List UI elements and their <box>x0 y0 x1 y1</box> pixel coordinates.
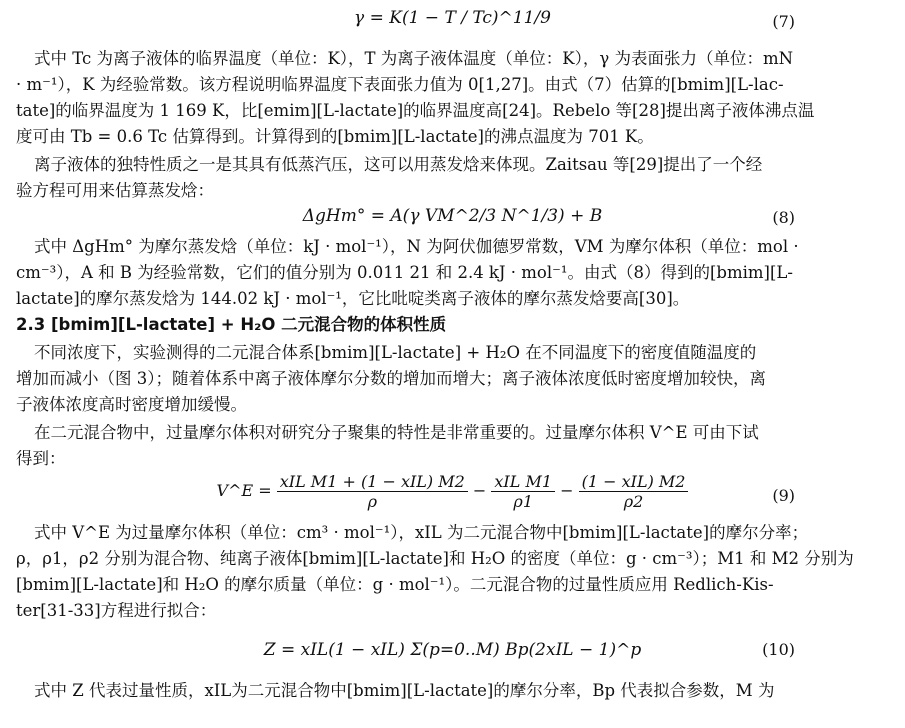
eq9-f3-denominator: ρ2 <box>623 492 644 511</box>
eq9-fraction-1 <box>277 472 468 511</box>
paragraph-line: 式中 ΔgHm° 为摩尔蒸发焓（单位：kJ · mol⁻¹），N 为阿伏伽德罗常数，VM 为摩尔体积（单位：mol · <box>34 237 799 256</box>
paragraph-line: 得到： <box>16 449 66 468</box>
paragraph-line: 式中 V^E 为过量摩尔体积（单位：cm³ · mol⁻¹），xIL 为二元混合物中[bmim][L-lactate]的摩尔分率； <box>34 523 809 542</box>
paragraph-line: 验方程可用来估算蒸发焓： <box>16 181 214 200</box>
eq9-fraction-2 <box>491 472 555 511</box>
eq9-f2-denominator: ρ1 <box>513 492 534 511</box>
section-heading: 2.3 [bmim][L-lactate] + H₂O 二元混合物的体积性质 <box>16 315 447 334</box>
paragraph-line: 离子液体的独特性质之一是其具有低蒸汽压，这可以用蒸发焓来体现。Zaitsau 等[29]提出了一个经 <box>34 155 763 174</box>
equation-9: V^E = $\frac{\text{xIL M1 + (1 − xIL) M2}}{\rho}$ − $\frac{\text{xIL M1}}{\rho 1}$ − $\frac{\text{(1 − xIL) M2}}{\rho 2}$ <box>0 472 905 511</box>
paragraph-line: lactate]的摩尔蒸发焓为 144.02 kJ · mol⁻¹，它比吡啶类离子液体的摩尔蒸发焓要高[30]。 <box>16 289 690 308</box>
paragraph-line: ρ，ρ1，ρ2 分别为混合物、纯离子液体[bmim][L-lactate]和 H₂O 的密度（单位：g · cm⁻³）；M1 和 M2 分别为 <box>16 549 854 568</box>
equation-9-number: (9) <box>772 486 795 505</box>
eq9-f1-numerator: xIL M1 + (1 − xIL) M2 <box>277 472 468 492</box>
paragraph-line: ter[31-33]方程进行拟合： <box>16 601 217 620</box>
paragraph-line: 式中 Tc 为离子液体的临界温度（单位：K），T 为离子液体温度（单位：K），γ 为表面张力（单位：mN <box>34 49 794 68</box>
paragraph-line: 子液体浓度高时密度增加缓慢。 <box>16 395 247 414</box>
eq9-f1-denominator: ρ <box>367 492 377 511</box>
equation-7: γ = K(1 − T / Tc)^11/9 <box>354 8 551 28</box>
eq9-lhs: V^E = <box>216 481 272 500</box>
paragraph-line: 增加而减小（图 3）；随着体系中离子液体摩尔分数的增加而增大；离子液体浓度低时密度增加较快，离 <box>16 369 766 388</box>
paragraph-line: · m⁻¹），K 为经验常数。该方程说明临界温度下表面张力值为 0[1,27]。由式（7）估算的[bmim][L-lac- <box>16 75 784 94</box>
paragraph-line: 在二元混合物中，过量摩尔体积对研究分子聚集的特性是非常重要的。过量摩尔体积 V^E 可由下试 <box>34 423 759 442</box>
paragraph-line: 式中 Z 代表过量性质，xIL为二元混合物中[bmim][L-lactate]的摩尔分率，Bp 代表拟合参数，M 为 <box>34 681 775 700</box>
equation-10: Z = xIL(1 − xIL) Σ(p=0..M) Bp(2xIL − 1)^p <box>263 640 642 660</box>
paragraph-line: tate]的临界温度为 1 169 K，比[emim][L-lactate]的临界温度高[24]。Rebelo 等[28]提出离子液体沸点温 <box>16 101 815 120</box>
eq9-f3-numerator: (1 − xIL) M2 <box>579 472 689 492</box>
paragraph-line: 不同浓度下，实验测得的二元混合体系[bmim][L-lactate] + H₂O 在不同温度下的密度值随温度的 <box>34 343 757 362</box>
paragraph-line: 度可由 Tb = 0.6 Tc 估算得到。计算得到的[bmim][L-lactate]的沸点温度为 701 K。 <box>16 127 654 146</box>
eq9-fraction-3 <box>579 472 689 511</box>
equation-7-number: (7) <box>772 12 795 31</box>
paragraph-line: cm⁻³），A 和 B 为经验常数，它们的值分别为 0.011 21 和 2.4 kJ · mol⁻¹。由式（8）得到的[bmim][L- <box>16 263 793 282</box>
equation-8-number: (8) <box>772 208 795 227</box>
eq9-f2-numerator: xIL M1 <box>491 472 555 492</box>
equation-8: ΔgHm° = A(γ VM^2/3 N^1/3) + B <box>302 206 603 226</box>
equation-10-number: (10) <box>762 640 795 659</box>
paragraph-line: [bmim][L-lactate]和 H₂O 的摩尔质量（单位：g · mol⁻¹）。二元混合物的过量性质应用 Redlich-Kis- <box>16 575 774 594</box>
